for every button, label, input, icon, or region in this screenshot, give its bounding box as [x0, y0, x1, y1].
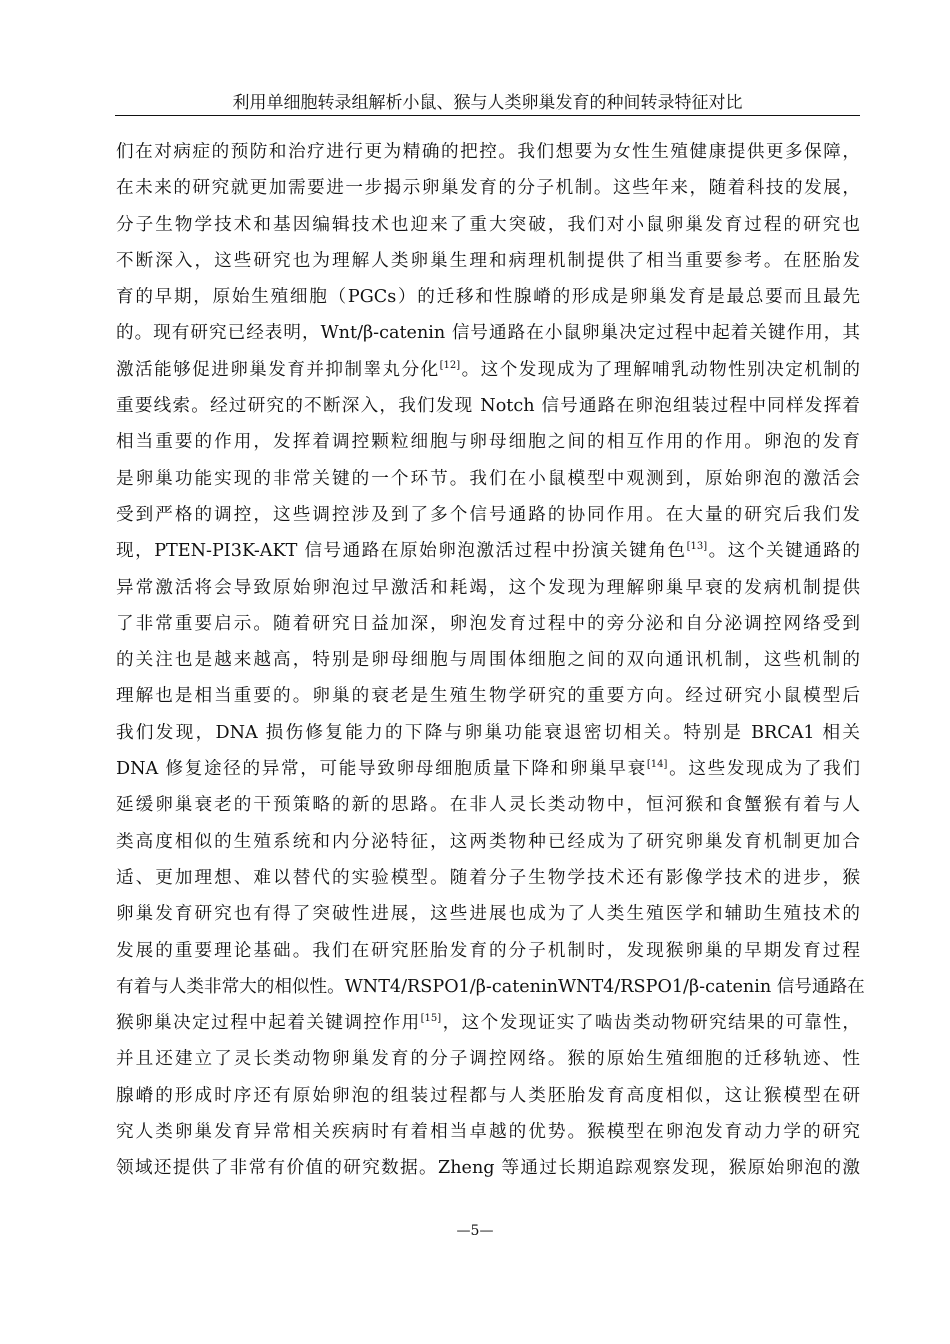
text-line-2: 在未来的研究就更加需要进一步揭示卵巢发育的分子机制。这些年来，随着科技的发展， — [116, 178, 860, 199]
header-divider — [115, 115, 860, 116]
text-line-27: 腺嵴的形成时序还有原始卵泡的组装过程都与人类胚胎发育高度相似，这让猴模型在研 — [116, 1085, 860, 1106]
text-line-17: 我们发现，DNA 损伤修复能力的下降与卵巢功能衰退密切相关。特别是 BRCA1 相关 — [116, 722, 860, 743]
citation-12: [12] — [439, 359, 461, 371]
citation-15: [15] — [420, 1013, 442, 1025]
text-line-29: 领域还提供了非常有价值的研究数据。Zheng 等通过长期追踪观察发现，猴原始卵泡的激 — [116, 1158, 860, 1179]
text-line-19: 延缓卵巢衰老的干预策略的新的思路。在非人灵长类动物中，恒河猴和食蟹猴有着与人 — [116, 795, 860, 816]
body-paragraph — [116, 134, 865, 1187]
page-number: —5— — [456, 1223, 494, 1239]
citation-13: [13] — [686, 541, 708, 553]
running-header-title: 利用单细胞转录组解析小鼠、猴与人类卵巢发育的种间转录特征对比 — [232, 93, 743, 113]
citation-14: [14] — [646, 759, 668, 771]
text-line-9: 相当重要的作用，发挥着调控颗粒细胞与卵母细胞之间的相互作用的作用。卵泡的发育 — [116, 432, 860, 453]
text-line-25 — [116, 1005, 860, 1041]
text-line-6: 的。现有研究已经表明，Wnt/β-catenin 信号通路在小鼠卵巢决定过程中起着关键作用，其 — [116, 323, 860, 344]
text-line-18 — [116, 751, 860, 787]
text-line-12 — [116, 533, 860, 569]
text-line-10: 是卵巢功能实现的非常关键的一个环节。我们在小鼠模型中观测到，原始卵泡的激活会 — [116, 468, 860, 489]
text-line-20: 类高度相似的生殖系统和内分泌特征，这两类物种已经成为了研究卵巢发育机制更加合 — [116, 831, 860, 852]
text-segment: DNA 修复途径的异常，可能导致卵母细胞质量下降和卵巢早衰 — [116, 759, 647, 780]
text-line-1: 们在对病症的预防和治疗进行更为精确的把控。我们想要为女性生殖健康提供更多保障， — [116, 142, 860, 162]
text-line-28: 究人类卵巢发育异常相关疾病时有着相当卓越的优势。猴模型在卵泡发育动力学的研究 — [116, 1122, 860, 1143]
text-line-16: 理解也是相当重要的。卵巢的衰老是生殖生物学研究的重要方向。经过研究小鼠模型后 — [116, 686, 860, 707]
text-line-5: 育的早期，原始生殖细胞（PGCs）的迁移和性腺嵴的形成是卵巢发育是最总要而且最先 — [116, 287, 860, 308]
text-line-15: 的关注也是越来越高，特别是卵母细胞与周围体细胞之间的双向通讯机制，这些机制的 — [116, 650, 860, 671]
text-line-8: 重要线索。经过研究的不断深入，我们发现 Notch 信号通路在卵泡组装过程中同样发挥着 — [116, 396, 860, 417]
text-line-11: 受到严格的调控，这些调控涉及到了多个信号通路的协同作用。在大量的研究后我们发 — [116, 504, 860, 525]
text-segment: 。这些发现成为了我们 — [667, 759, 860, 780]
text-line-24: 有着与人类非常大的相似性。WNT4/RSPO1/β-cateninWNT4/RSPO1/β-catenin 信号通路在 — [116, 976, 865, 997]
text-line-3: 分子生物学技术和基因编辑技术也迎来了重大突破，我们对小鼠卵巢发育过程的研究也 — [116, 214, 860, 235]
text-segment: 。这个发现成为了理解哺乳动物性别决定机制的 — [460, 359, 860, 380]
text-line-14: 了非常重要启示。随着研究日益加深，卵泡发育过程中的旁分泌和自分泌调控网络受到 — [116, 613, 860, 634]
text-line-7 — [116, 352, 860, 388]
text-segment: 激活能够促进卵巢发育并抑制睾丸分化 — [116, 359, 440, 380]
text-segment: 现，PTEN-PI3K-AKT 信号通路在原始卵泡激活过程中扮演关键角色 — [116, 541, 687, 562]
text-segment: 。这个关键通路的 — [707, 541, 860, 562]
text-line-21: 适、更加理想、难以替代的实验模型。随着分子生物学技术还有影像学技术的进步，猴 — [116, 867, 860, 888]
text-line-23: 发展的重要理论基础。我们在研究胚胎发育的分子机制时，发现猴卵巢的早期发育过程 — [116, 940, 860, 961]
text-line-22: 卵巢发育研究也有得了突破性进展，这些进展也成为了人类生殖医学和辅助生殖技术的 — [116, 904, 860, 925]
text-line-4: 不断深入，这些研究也为理解人类卵巢生理和病理机制提供了相当重要参考。在胚胎发 — [116, 250, 860, 271]
text-line-13: 异常激活将会导致原始卵泡过早激活和耗竭，这个发现为理解卵巢早衰的发病机制提供 — [116, 577, 860, 598]
text-line-26: 并且还建立了灵长类动物卵巢发育的分子调控网络。猴的原始生殖细胞的迁移轨迹、性 — [116, 1049, 860, 1070]
text-segment: 猴卵巢决定过程中起着关键调控作用 — [116, 1013, 421, 1034]
text-segment: ，这个发现证实了啮齿类动物研究结果的可靠性， — [441, 1013, 860, 1034]
